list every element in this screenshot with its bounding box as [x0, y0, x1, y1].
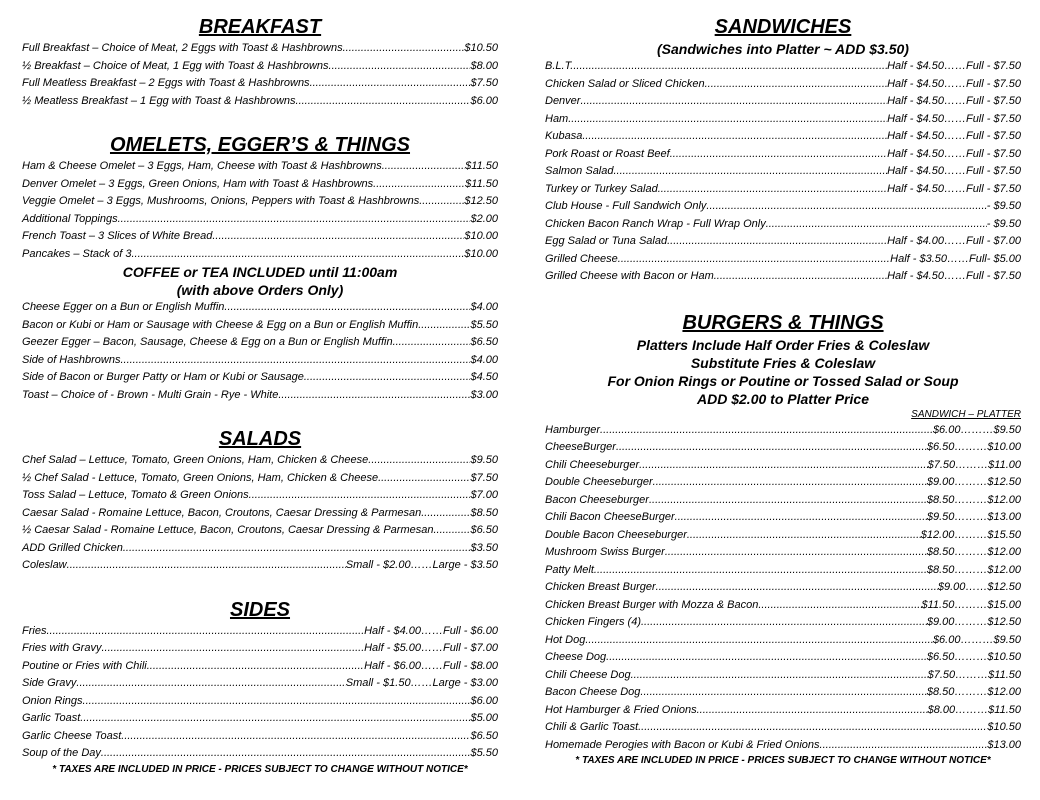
- menu-item: [545, 509, 1021, 527]
- menu-item-name: Chicken Breast Burger with Mozza & Bacon: [545, 598, 759, 611]
- menu-item: [545, 268, 1021, 286]
- menu-item-price: $8.00………$11.50: [927, 703, 1021, 716]
- menu-item: [545, 597, 1021, 615]
- dot-leader: [121, 728, 470, 746]
- menu-item-name: Turkey or Turkey Salad: [545, 182, 658, 195]
- menu-item-price: $6.00………$9.50: [932, 633, 1021, 646]
- menu-item: [22, 228, 498, 246]
- menu-item-name: Cheese Dog: [545, 651, 607, 663]
- menu-item: [545, 163, 1021, 181]
- dot-leader: [278, 387, 470, 405]
- menu-item-name: Ham & Cheese Omelet – 3 Eggs, Ham, Cheese with Toast & Hashbrowns: [22, 160, 382, 172]
- sandwiches-list: [545, 58, 1021, 286]
- menu-item-price: - $9.50: [986, 200, 1021, 212]
- menu-item-name: Chef Salad – Lettuce, Tomato, Green Onions, Ham, Chicken & Cheese: [22, 454, 369, 466]
- menu-item: [545, 737, 1021, 755]
- dot-leader: [568, 111, 887, 129]
- menu-item-price: $9.00………$12.50: [926, 616, 1021, 628]
- dot-leader: [120, 352, 470, 370]
- menu-item-price: $8.50………$12.00: [926, 546, 1021, 558]
- menu-item: [545, 233, 1021, 251]
- menu-item: [22, 710, 498, 728]
- dot-leader: [656, 579, 938, 597]
- menu-item-name: Denver Omelet – 3 Eggs, Green Onions, Ham with Toast & Hashbrowns: [22, 177, 374, 190]
- menu-item-name: Club House - Full Sandwich Only: [545, 200, 707, 212]
- menu-item: [545, 649, 1021, 667]
- menu-item-name: Full Meatless Breakfast – 2 Eggs with Toast & Hashbrowns: [22, 77, 310, 89]
- menu-item-price: $9.50………$13.00: [926, 511, 1021, 523]
- menu-item-price: Small - $2.00……Large - $3.50: [345, 559, 498, 571]
- menu-item: [22, 675, 498, 693]
- menu-item-price: - $9.50: [986, 217, 1021, 230]
- menu-item-name: Hamburger: [545, 423, 601, 436]
- menu-item-name: Additional Toppings: [22, 212, 118, 225]
- dot-leader: [653, 474, 927, 492]
- menu-item-price: $6.50: [470, 729, 498, 742]
- menu-item-name: Kubasa: [545, 130, 583, 142]
- eggers-list: [22, 299, 498, 404]
- dot-leader: [573, 58, 887, 76]
- menu-item-price: Small - $1.50……Large - $3.00: [345, 677, 498, 689]
- menu-item-price: Half - $4.50……Full - $7.50: [887, 130, 1021, 142]
- menu-item-price: $10.50: [987, 721, 1021, 733]
- menu-item-name: Chicken Salad or Sliced Chicken: [545, 77, 705, 90]
- menu-item: [545, 632, 1021, 650]
- menu-item-name: Double Cheeseburger: [545, 476, 653, 488]
- menu-item-name: Chili & Garlic Toast: [545, 721, 639, 733]
- menu-item: [545, 457, 1021, 475]
- menu-item-price: $9.50: [470, 454, 498, 466]
- dot-leader: [616, 439, 927, 457]
- menu-item-price: $6.50………$10.00: [926, 441, 1021, 453]
- menu-item-price: Half - $4.50……Full - $7.50: [887, 182, 1021, 195]
- menu-item-name: Egg Salad or Tuna Salad: [545, 235, 668, 247]
- dot-leader: [67, 557, 346, 575]
- platter-note-line2: Substitute Fries & Coleslaw: [690, 354, 876, 371]
- menu-item-name: Poutine or Fries with Chili: [22, 659, 147, 672]
- coffee-notice-condition: (with above Orders Only): [176, 282, 344, 298]
- dot-leader: [614, 163, 888, 181]
- menu-item-price: $6.50: [470, 336, 498, 348]
- dot-leader: [631, 667, 928, 685]
- menu-item-price: $3.50: [470, 541, 498, 554]
- menu-item-price: $10.00: [464, 247, 498, 260]
- dot-leader: [580, 93, 887, 111]
- tax-notice: * TAXES ARE INCLUDED IN PRICE - PRICES SUBJECT TO CHANGE WITHOUT NOTICE*: [575, 755, 991, 766]
- menu-item-price: $10.50: [464, 42, 498, 54]
- dot-leader: [606, 649, 927, 667]
- dot-leader: [80, 710, 470, 728]
- menu-item: [22, 623, 498, 641]
- dot-leader: [697, 702, 928, 720]
- menu-item-name: Pancakes – Stack of 3: [22, 247, 132, 260]
- menu-item-name: Chicken Fingers (4): [545, 616, 641, 628]
- platter-note-line1: Platters Include Half Order Fries & Coleslaw: [636, 336, 930, 353]
- menu-item-name: Grilled Cheese: [545, 252, 618, 265]
- menu-item: [22, 452, 498, 470]
- dot-leader: [382, 158, 465, 176]
- menu-item: [545, 684, 1021, 702]
- menu-item: [545, 527, 1021, 545]
- coffee-notice: COFFEE or TEA INCLUDED until 11:00am: [122, 264, 398, 280]
- menu-item-price: $5.00: [470, 712, 498, 724]
- menu-item-name: Cheese Egger on a Bun or English Muffin: [22, 301, 225, 313]
- menu-item: [545, 702, 1021, 720]
- salads-heading: SALADS: [218, 428, 302, 450]
- dot-leader: [820, 737, 988, 755]
- menu-item-name: Double Bacon Cheeseburger: [545, 528, 687, 541]
- dot-leader: [649, 492, 927, 510]
- menu-item-name: B.L.T.: [545, 60, 574, 72]
- dot-leader: [118, 211, 471, 229]
- menu-item: [22, 640, 498, 658]
- dot-leader: [249, 487, 471, 505]
- menu-item-price: $4.00: [470, 301, 498, 313]
- dot-leader: [638, 719, 987, 737]
- menu-item-name: ½ Caesar Salad - Romaine Lettuce, Bacon, Croutons, Caesar Dressing & Parmesan: [22, 524, 434, 536]
- dot-leader: [618, 251, 890, 269]
- menu-item-price: $7.50………$11.50: [927, 668, 1021, 681]
- dot-leader: [368, 452, 470, 470]
- menu-item-name: Soup of the Day: [22, 747, 101, 759]
- dot-leader: [675, 509, 927, 527]
- menu-item-name: Full Breakfast – Choice of Meat, 2 Eggs with Toast & Hashbrowns: [22, 42, 343, 54]
- dot-leader: [758, 597, 921, 615]
- dot-leader: [101, 640, 364, 658]
- dot-leader: [418, 317, 470, 335]
- dot-leader: [343, 40, 465, 58]
- menu-item-name: Homemade Perogies with Bacon or Kubi & Fried Onions: [545, 738, 820, 751]
- dot-leader: [329, 58, 471, 76]
- sides-list: [22, 623, 498, 763]
- menu-item-name: Garlic Toast: [22, 712, 81, 724]
- menu-item: [22, 728, 498, 746]
- salads-list: [22, 452, 498, 575]
- sandwich-platter-header: SANDWICH – PLATTER: [911, 408, 1021, 420]
- menu-item-price: $4.50: [470, 371, 498, 383]
- menu-item-name: CheeseBurger: [545, 441, 616, 453]
- menu-item: [545, 492, 1021, 510]
- menu-item: [22, 369, 498, 387]
- dot-leader: [310, 75, 471, 93]
- menu-item-name: Patty Melt: [545, 563, 594, 576]
- menu-item-name: Ham: [545, 112, 569, 125]
- menu-item: [545, 579, 1021, 597]
- menu-item-price: Half - $4.00……Full - $7.00: [887, 235, 1021, 247]
- menu-item-name: Bacon Cheeseburger: [545, 493, 649, 506]
- dot-leader: [665, 544, 927, 562]
- menu-item-name: Veggie Omelet – 3 Eggs, Mushrooms, Onions, Peppers with Toast & Hashbrowns: [22, 195, 420, 207]
- menu-item-price: $7.50: [470, 471, 498, 484]
- dot-leader: [667, 233, 887, 251]
- menu-item-price: $12.50: [464, 195, 498, 207]
- menu-item: [22, 93, 498, 111]
- menu-item-name: Chili Cheese Dog: [545, 668, 631, 681]
- menu-item: [545, 614, 1021, 632]
- menu-item: [22, 745, 498, 763]
- dot-leader: [714, 268, 887, 286]
- burgers-heading: BURGERS & THINGS: [682, 311, 884, 334]
- menu-item-name: Side Gravy: [22, 677, 77, 689]
- menu-item: [545, 146, 1021, 164]
- menu-item: [545, 181, 1021, 199]
- menu-item: [22, 58, 498, 76]
- menu-item-price: $8.50: [470, 506, 498, 519]
- menu-item-price: Half - $3.50……Full- $5.00: [890, 252, 1021, 265]
- menu-item-name: Fries with Gravy: [22, 642, 102, 654]
- menu-item-price: $4.00: [470, 353, 498, 366]
- menu-item-price: $7.50………$11.00: [927, 458, 1021, 471]
- menu-item: [22, 505, 498, 523]
- menu-item-price: $11.50: [465, 160, 498, 172]
- dot-leader: [658, 181, 887, 199]
- menu-item-name: Hot Hamburger & Fried Onions: [545, 703, 697, 716]
- dot-leader: [393, 334, 471, 352]
- menu-item: [545, 128, 1021, 146]
- menu-item-name: Mushroom Swiss Burger: [545, 546, 665, 558]
- dot-leader: [687, 527, 921, 545]
- burgers-list: [545, 422, 1021, 755]
- dot-leader: [582, 128, 887, 146]
- breakfast-list: [22, 40, 498, 110]
- menu-item: [545, 93, 1021, 111]
- dot-leader: [46, 623, 364, 641]
- sides-heading: SIDES: [229, 598, 291, 621]
- menu-item: [545, 251, 1021, 269]
- dot-leader: [766, 216, 987, 234]
- menu-item-price: $11.50………$15.00: [921, 598, 1021, 611]
- menu-item: [545, 58, 1021, 76]
- menu-item-price: $6.00: [470, 94, 498, 107]
- menu-item: [545, 422, 1021, 440]
- dot-leader: [641, 614, 927, 632]
- dot-leader: [594, 562, 927, 580]
- menu-item-name: Toss Salad – Lettuce, Tomato & Green Onions: [22, 489, 249, 501]
- menu-item-name: Chili Bacon CheeseBurger: [545, 511, 675, 523]
- right-column: [545, 14, 1021, 768]
- menu-item-name: Bacon Cheese Dog: [545, 686, 641, 698]
- breakfast-heading: BREAKFAST: [198, 16, 322, 38]
- menu-item-name: Side of Hashbrowns: [22, 353, 121, 366]
- dot-leader: [640, 684, 926, 702]
- menu-item-price: $9.00……$12.50: [937, 581, 1021, 593]
- dot-leader: [296, 93, 471, 111]
- menu-item: [22, 176, 498, 194]
- dot-leader: [123, 540, 471, 558]
- menu-item: [545, 667, 1021, 685]
- left-column: [22, 14, 498, 777]
- menu-item-price: $6.00………$9.50: [932, 423, 1021, 436]
- menu-item-price: Half - $4.50……Full - $7.50: [887, 95, 1021, 107]
- dot-leader: [705, 76, 888, 94]
- menu-item: [545, 216, 1021, 234]
- menu-item-price: $9.00………$12.50: [926, 476, 1021, 488]
- menu-item: [22, 487, 498, 505]
- menu-item-name: Caesar Salad - Romaine Lettuce, Bacon, Croutons, Caesar Dressing & Parmesan: [22, 506, 422, 519]
- menu-item-name: French Toast – 3 Slices of White Bread: [22, 230, 213, 242]
- menu-item-price: Half - $4.50……Full - $7.50: [887, 60, 1021, 72]
- menu-item: [545, 76, 1021, 94]
- menu-item: [545, 719, 1021, 737]
- dot-leader: [83, 693, 471, 711]
- dot-leader: [706, 198, 986, 216]
- dot-leader: [304, 369, 471, 387]
- menu-item: [22, 557, 498, 575]
- menu-item-price: $13.00: [987, 738, 1021, 751]
- menu-item-name: Grilled Cheese with Bacon or Ham: [545, 270, 714, 282]
- sandwiches-platter-note: (Sandwiches into Platter ~ ADD $3.50): [657, 41, 909, 57]
- menu-item-price: Half - $4.50……Full - $7.50: [887, 147, 1021, 160]
- dot-leader: [147, 658, 364, 676]
- menu-item-name: Chicken Breast Burger: [545, 581, 656, 593]
- menu-item-price: Half - $4.50……Full - $7.50: [887, 77, 1021, 90]
- menu-item-price: $8.00: [470, 59, 498, 72]
- dot-leader: [224, 299, 470, 317]
- omelets-list: [22, 158, 498, 263]
- menu-item-price: $8.50………$12.00: [926, 686, 1021, 698]
- menu-item: [22, 75, 498, 93]
- menu-item-name: Coleslaw: [22, 559, 67, 571]
- menu-item: [22, 470, 498, 488]
- menu-item: [545, 474, 1021, 492]
- menu-item: [22, 317, 498, 335]
- menu-item: [22, 40, 498, 58]
- omelets-heading: OMELETS, EGGER’S & THINGS: [109, 134, 411, 156]
- menu-item: [22, 522, 498, 540]
- menu-item-name: Fries: [22, 624, 47, 637]
- menu-item: [22, 540, 498, 558]
- platter-note-line3: For Onion Rings or Poutine or Tossed Salad or Soup: [607, 372, 959, 389]
- menu-item: [22, 246, 498, 264]
- menu-item-name: Side of Bacon or Burger Patty or Ham or Kubi or Sausage: [22, 371, 304, 383]
- menu-item: [22, 193, 498, 211]
- menu-item-price: $7.50: [470, 77, 498, 89]
- menu-item: [545, 562, 1021, 580]
- menu-item: [22, 299, 498, 317]
- dot-leader: [639, 457, 927, 475]
- menu-item-price: Half - $4.00……Full - $6.00: [364, 624, 498, 637]
- menu-item-price: $6.50………$10.50: [926, 651, 1021, 663]
- menu-item: [22, 158, 498, 176]
- dot-leader: [600, 422, 933, 440]
- dot-leader: [131, 246, 464, 264]
- menu-item-price: $2.00: [470, 212, 498, 225]
- menu-item-name: Denver: [545, 95, 581, 107]
- menu-item-name: Garlic Cheese Toast: [22, 729, 122, 742]
- dot-leader: [378, 470, 470, 488]
- menu-item-price: Half - $5.00……Full - $7.00: [364, 642, 498, 654]
- dot-leader: [670, 146, 887, 164]
- menu-item: [22, 693, 498, 711]
- menu-item-price: Half - $6.00……Full - $8.00: [364, 659, 498, 672]
- menu-item-name: ADD Grilled Chicken: [22, 541, 123, 554]
- menu-item-name: Salmon Salad: [545, 165, 614, 177]
- menu-item-price: $6.50: [470, 524, 498, 536]
- menu-item-name: Chili Cheeseburger: [545, 458, 640, 471]
- dot-leader: [585, 632, 933, 650]
- menu-item-name: Bacon or Kubi or Ham or Sausage with Cheese & Egg on a Bun or English Muffin: [22, 318, 419, 331]
- menu-item-price: Half - $4.50……Full - $7.50: [887, 270, 1021, 282]
- menu-item-price: $5.50: [470, 318, 498, 331]
- dot-leader: [76, 675, 345, 693]
- menu-item-name: Toast – Choice of - Brown - Multi Grain - Rye - White: [22, 388, 279, 401]
- menu-item-price: $5.50: [470, 747, 498, 759]
- menu-item-name: Hot Dog: [545, 633, 586, 646]
- dot-leader: [373, 176, 465, 194]
- menu-item-price: $12.00………$15.50: [920, 528, 1021, 541]
- menu-item-price: Half - $4.50……Full - $7.50: [887, 165, 1021, 177]
- dot-leader: [421, 505, 470, 523]
- menu-item-price: $6.00: [470, 694, 498, 707]
- menu-item-price: $10.00: [464, 230, 498, 242]
- menu-item-name: ½ Meatless Breakfast – 1 Egg with Toast & Hashbrowns: [22, 94, 296, 107]
- menu-item-name: ½ Breakfast – Choice of Meat, 1 Egg with Toast & Hashbrowns: [22, 59, 329, 72]
- menu-item-name: Chicken Bacon Ranch Wrap - Full Wrap Only: [545, 217, 766, 230]
- menu-item: [22, 352, 498, 370]
- menu-item-price: Half - $4.50……Full - $7.50: [887, 112, 1021, 125]
- tax-notice: * TAXES ARE INCLUDED IN PRICE - PRICES SUBJECT TO CHANGE WITHOUT NOTICE*: [52, 763, 468, 775]
- menu-item-price: $8.50………$12.00: [926, 563, 1021, 576]
- dot-leader: [419, 193, 464, 211]
- menu-item: [22, 334, 498, 352]
- menu-item: [22, 211, 498, 229]
- menu-item-name: ½ Chef Salad - Lettuce, Tomato, Green Onions, Ham, Chicken & Cheese: [22, 471, 379, 484]
- menu-item-name: Geezer Egger – Bacon, Sausage, Cheese & Egg on a Bun or English Muffin: [22, 336, 393, 348]
- menu-item: [545, 198, 1021, 216]
- sandwiches-heading: SANDWICHES: [714, 16, 852, 38]
- platter-note-line4: ADD $2.00 to Platter Price: [697, 390, 869, 407]
- menu-item: [22, 658, 498, 676]
- dot-leader: [212, 228, 464, 246]
- menu-item: [545, 439, 1021, 457]
- dot-leader: [101, 745, 471, 763]
- menu-item-name: Pork Roast or Roast Beef: [545, 147, 670, 160]
- menu-item-price: $3.00: [470, 388, 498, 401]
- menu-item: [545, 111, 1021, 129]
- menu-item: [22, 387, 498, 405]
- menu-item-name: Onion Rings: [22, 694, 83, 707]
- menu-item: [545, 544, 1021, 562]
- menu-item-price: $8.50………$12.00: [926, 493, 1021, 506]
- menu-item-price: $11.50: [465, 177, 498, 190]
- dot-leader: [433, 522, 470, 540]
- menu-item-price: $7.00: [470, 489, 498, 501]
